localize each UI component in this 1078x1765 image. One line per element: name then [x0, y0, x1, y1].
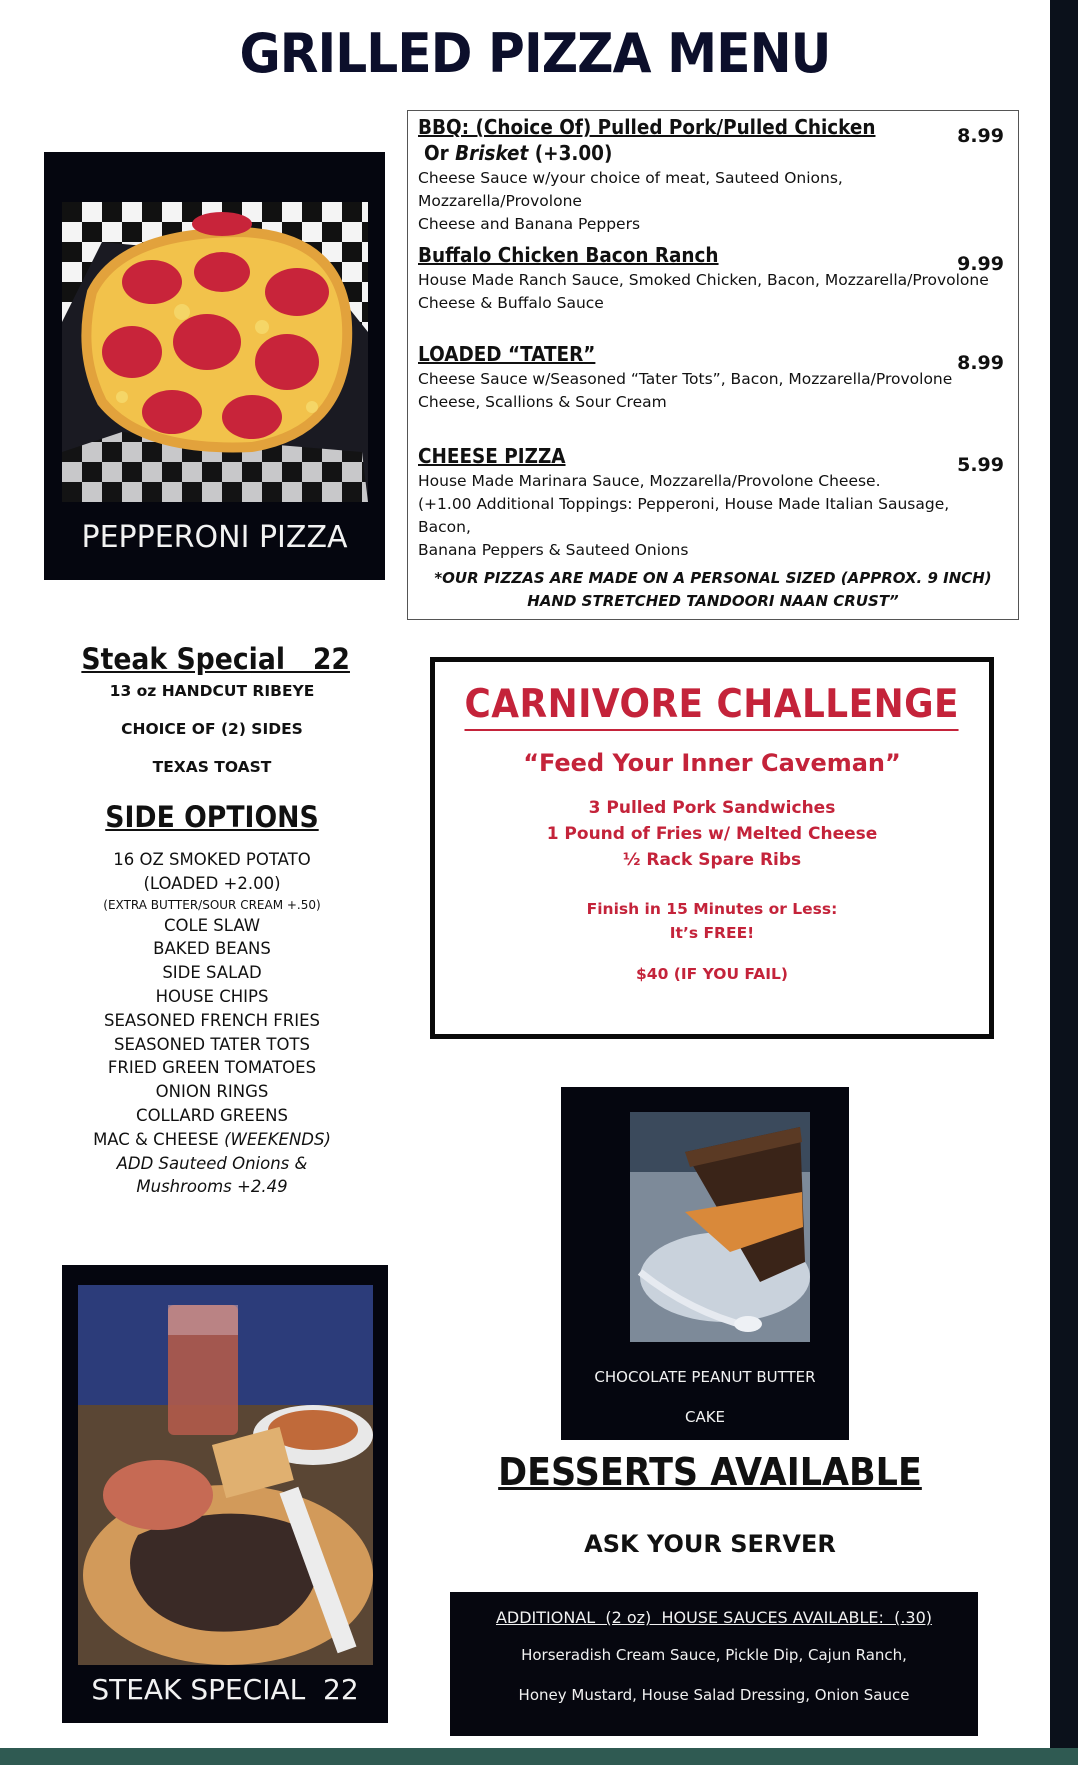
steak-line: CHOICE OF (2) SIDES — [121, 720, 303, 738]
menu-item-bbq — [418, 115, 1004, 236]
list-item: ADD Sauteed Onions & — [116, 1153, 308, 1173]
desserts-heading: DESSERTS AVAILABLE — [498, 1450, 922, 1494]
menu-item-buffalo — [418, 243, 1004, 315]
carnivore-finish: Finish in 15 Minutes or Less: It’s FREE! — [586, 900, 838, 942]
sauces-heading: ADDITIONAL (2 oz) HOUSE SAUCES AVAILABLE: (.30) — [495, 1608, 933, 1627]
list-item: MAC & CHEESE (WEEKENDS) — [93, 1129, 331, 1149]
list-item: SIDE SALAD — [162, 963, 262, 983]
side-options-heading: SIDE OPTIONS — [105, 800, 319, 834]
background-edge — [0, 1748, 1078, 1765]
menu-item-description: Cheese Sauce w/Seasoned “Tater Tots”, Bacon, Mozzarella/Provolone Cheese, Scallions & Sour Cream — [418, 370, 953, 411]
list-item: SEASONED FRENCH FRIES — [104, 1010, 320, 1030]
list-item: HOUSE CHIPS — [155, 986, 269, 1006]
menu-item-loaded-tater — [418, 342, 1004, 414]
steak-caption: STEAK SPECIAL 22 — [91, 1673, 359, 1706]
menu-item-description: House Made Ranch Sauce, Smoked Chicken, Bacon, Mozzarella/Provolone Cheese & Buffalo Sauce — [418, 271, 989, 312]
carnivore-items: 3 Pulled Pork Sandwiches 1 Pound of Fries w/ Melted Cheese ½ Rack Spare Ribs — [546, 798, 878, 870]
list-item: Mushrooms +2.49 — [136, 1177, 288, 1197]
steak-special-heading: Steak Special 22 — [81, 642, 350, 676]
list-item: COLLARD GREENS — [136, 1105, 288, 1125]
pepperoni-pizza-card — [44, 152, 385, 580]
list-item: FRIED GREEN TOMATOES — [107, 1058, 317, 1078]
list-item: (LOADED +2.00) — [143, 873, 281, 893]
background-edge — [1050, 0, 1078, 1748]
house-sauces-box — [450, 1592, 978, 1736]
menu-item-price: 5.99 — [957, 454, 1004, 476]
chocolate-cake-photo — [630, 1112, 810, 1342]
page-title: GRILLED PIZZA MENU — [239, 22, 831, 85]
carnivore-title: CARNIVORE CHALLENGE — [465, 682, 959, 731]
pepperoni-pizza-photo — [62, 202, 368, 502]
list-item: (EXTRA BUTTER/SOUR CREAM +.50) — [103, 897, 321, 912]
steak-plate-photo — [78, 1285, 373, 1665]
steak-line: 13 oz HANDCUT RIBEYE — [109, 682, 315, 700]
menu-item-subtitle: Or Brisket (+3.00) — [424, 141, 613, 165]
menu-item-name: BBQ: (Choice Of) Pulled Pork/Pulled Chicken — [418, 115, 876, 139]
pizza-crust-note: *OUR PIZZAS ARE MADE ON A PERSONAL SIZED (APPROX. 9 INCH) HAND STRETCHED TANDOORI NAAN CRUST” — [434, 569, 992, 610]
dessert-card — [561, 1087, 849, 1440]
menu-item-price: 8.99 — [957, 352, 1004, 374]
list-item: ONION RINGS — [155, 1082, 269, 1102]
menu-item-name: LOADED “TATER” — [418, 342, 596, 366]
menu-item-name: CHEESE PIZZA — [418, 444, 566, 468]
carnivore-price: $40 (IF YOU FAIL) — [636, 965, 788, 983]
menu-item-description: House Made Marinara Sauce, Mozzarella/Provolone Cheese. (+1.00 Additional Toppings: Pepperoni, House Made Italian Sausage, Bacon, Banana Peppers & Sauteed Onions — [418, 472, 950, 559]
steak-line: TEXAS TOAST — [152, 758, 272, 776]
dessert-caption: CHOCOLATE PEANUT BUTTER CAKE — [594, 1368, 816, 1426]
list-item: 16 OZ SMOKED POTATO — [113, 850, 311, 869]
steak-special-section — [70, 642, 354, 1199]
ask-server-text: ASK YOUR SERVER — [584, 1530, 836, 1558]
pizza-menu-box — [407, 110, 1019, 620]
carnivore-challenge-box — [430, 657, 994, 1039]
carnivore-tagline: “Feed Your Inner Caveman” — [523, 749, 901, 777]
side-options-list — [70, 848, 354, 1199]
list-item: SEASONED TATER TOTS — [113, 1034, 310, 1054]
list-item: BAKED BEANS — [153, 939, 271, 959]
menu-item-description: Cheese Sauce w/your choice of meat, Sauteed Onions, Mozzarella/Provolone Cheese and Banana Peppers — [418, 169, 843, 233]
sauces-list: Horseradish Cream Sauce, Pickle Dip, Cajun Ranch, Honey Mustard, House Salad Dressing, Onion Sauce — [518, 1646, 910, 1704]
list-item: COLE SLAW — [163, 915, 261, 935]
steak-special-card — [62, 1265, 388, 1723]
menu-item-name: Buffalo Chicken Bacon Ranch — [418, 243, 719, 267]
menu-item-price: 8.99 — [957, 125, 1004, 147]
pepperoni-caption: PEPPERONI PIZZA — [81, 520, 348, 555]
menu-item-price: 9.99 — [957, 253, 1004, 275]
menu-item-cheese-pizza — [418, 444, 1004, 562]
